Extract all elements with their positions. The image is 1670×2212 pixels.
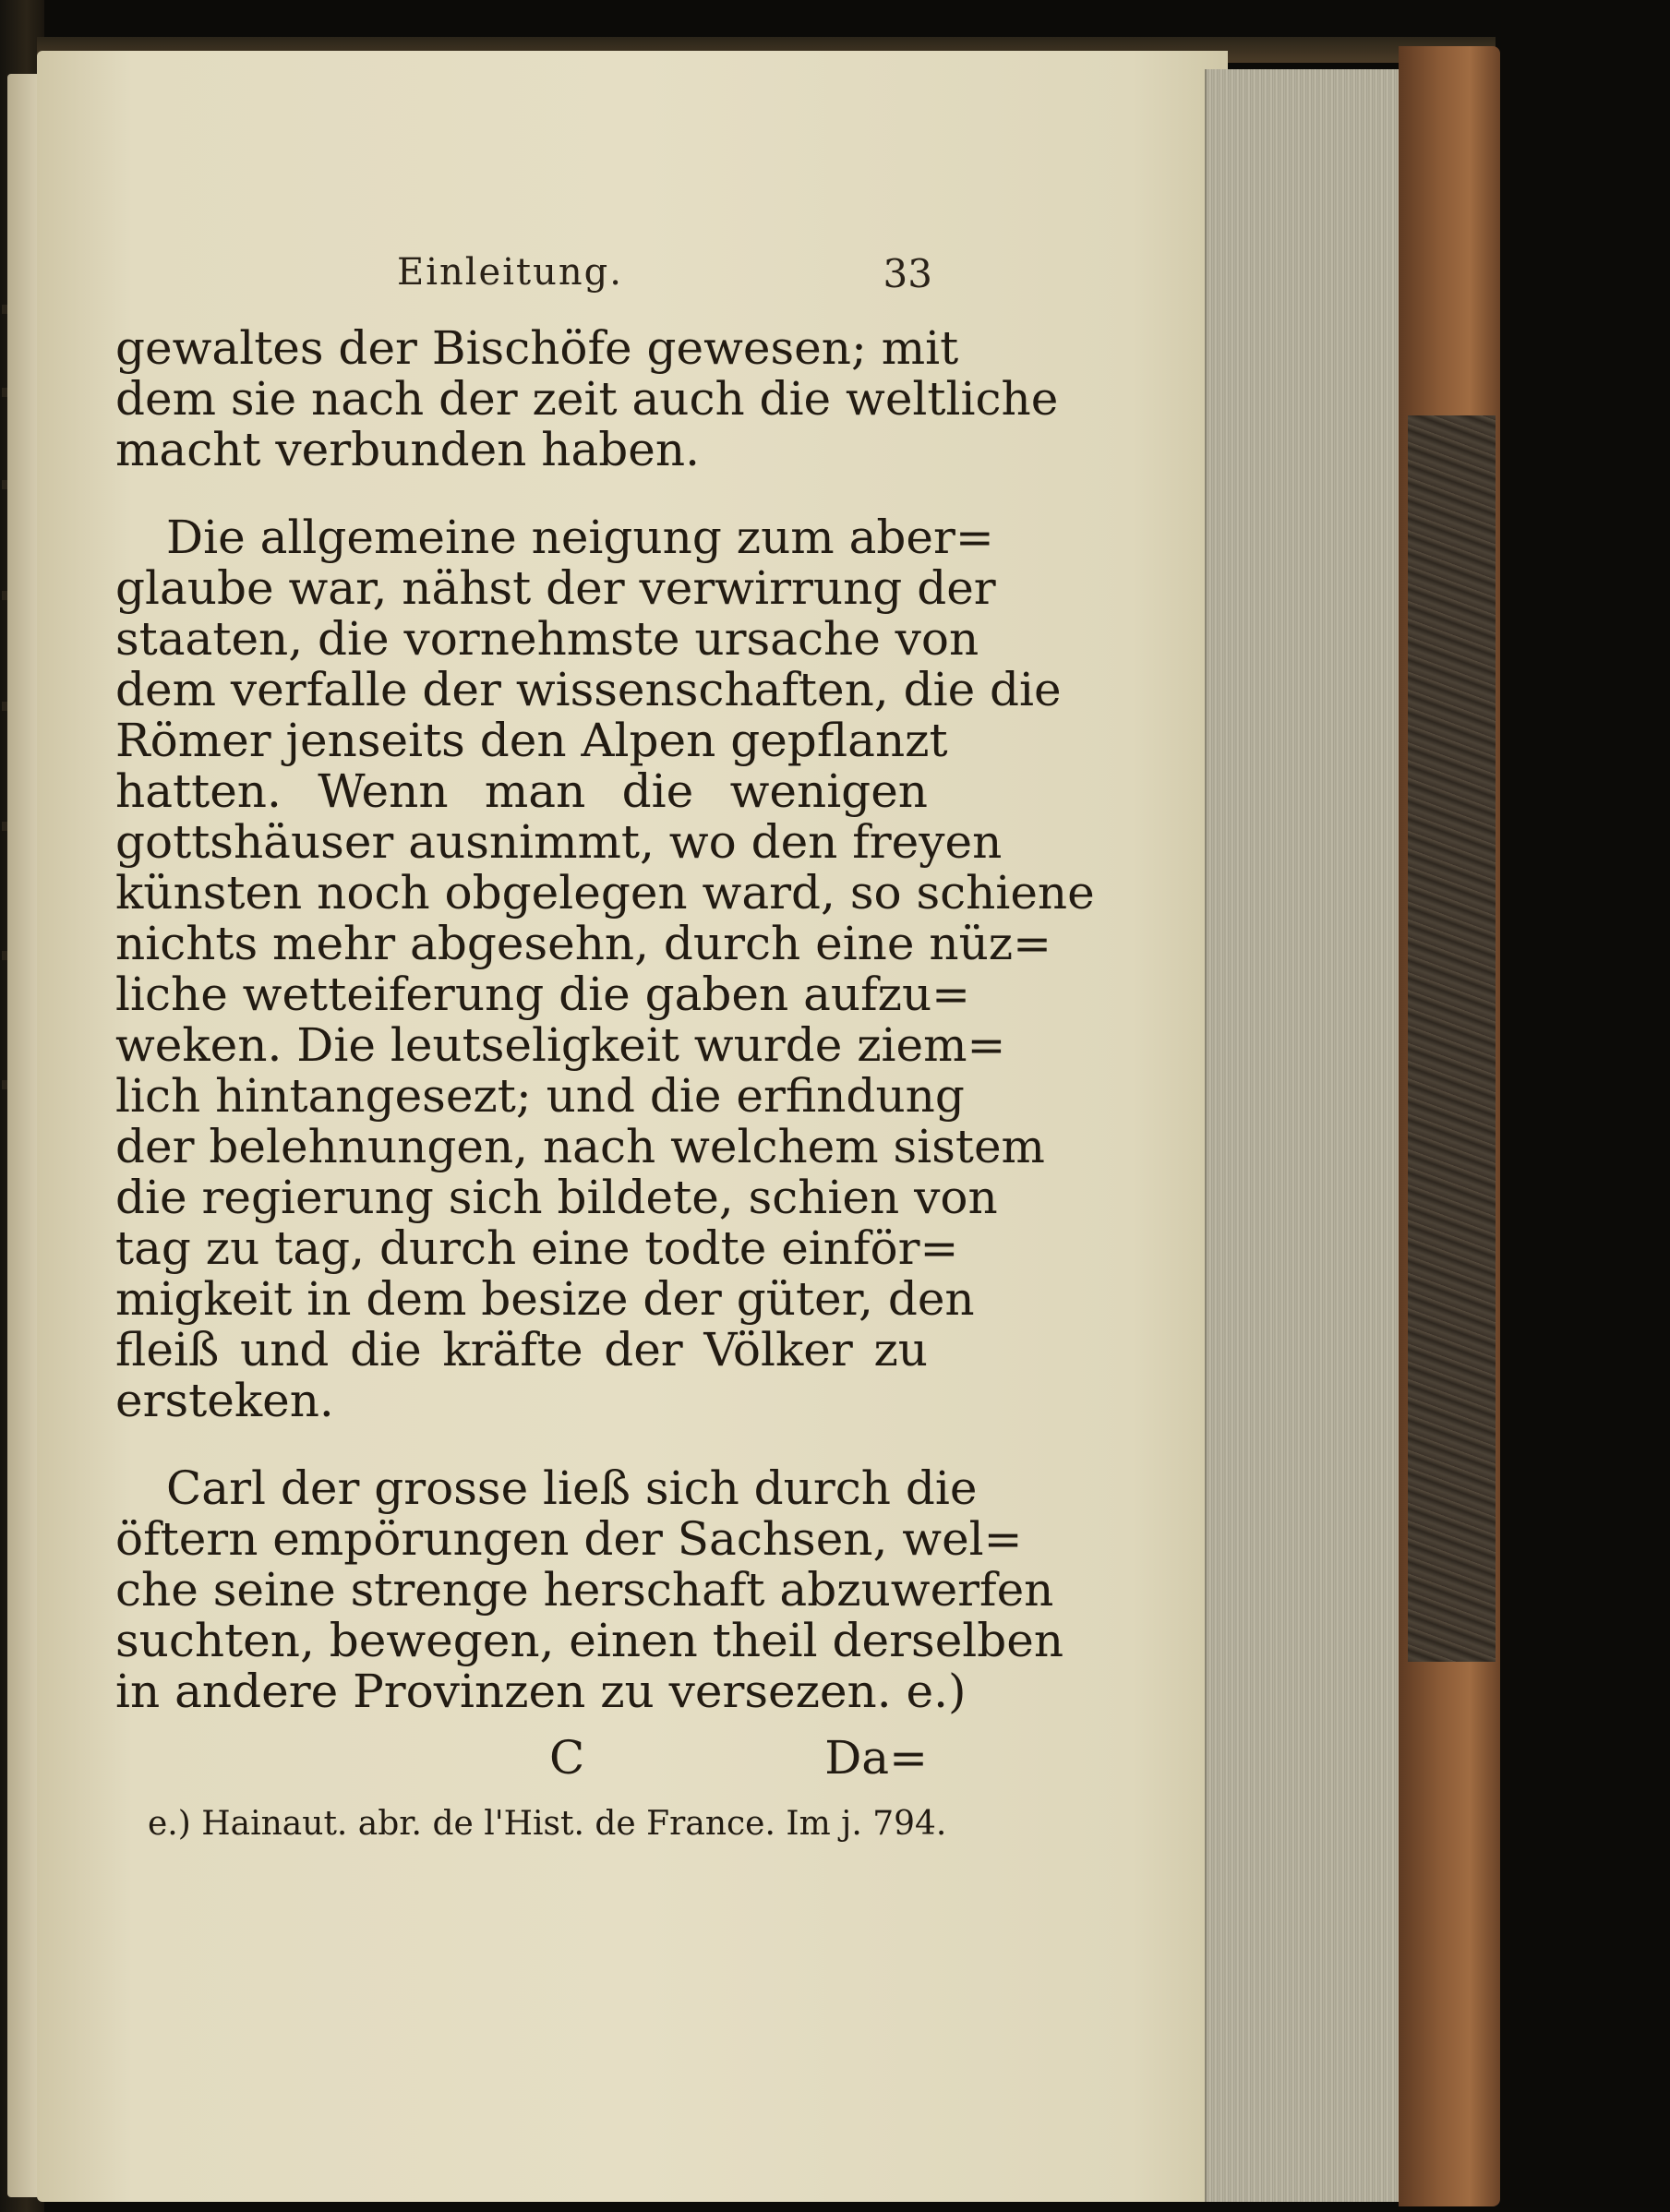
text-line: künsten noch obgelegen ward, so schiene <box>115 866 1095 920</box>
text-line: gewaltes der Bischöfe gewesen; mit <box>115 321 959 375</box>
text-line: nichts mehr abgesehn, durch eine nüz= <box>115 917 1052 970</box>
page-header <box>397 251 932 307</box>
gutter-marks <box>0 305 11 1228</box>
page-fore-edge <box>1205 69 1405 2202</box>
text-line: tag zu tag, durch eine todte einför= <box>115 1221 959 1275</box>
page-number: 33 <box>883 251 932 296</box>
text-line: liche wetteiferung die gaben aufzu= <box>115 968 971 1021</box>
text-line: fleiß und die kräfte der Völker zu <box>115 1323 928 1376</box>
footnote: e.) Hainaut. abr. de l'Hist. de France. Im j. 794. <box>148 1805 947 1843</box>
text-line: dem verfalle der wissenschaften, die die <box>115 663 1062 716</box>
text-line: lich hintangesezt; und die erfindung <box>115 1069 965 1123</box>
text-line: migkeit in dem besize der güter, den <box>115 1272 975 1326</box>
catchword-row <box>115 1731 928 1786</box>
text-line: che seine strenge herschaft abzuwerfen <box>115 1563 1054 1617</box>
text-line: macht verbunden haben. <box>115 423 700 476</box>
text-line: suchten, bewegen, einen theil derselben <box>115 1614 1064 1667</box>
text-line: Carl der grosse ließ sich durch die <box>166 1461 978 1515</box>
catchword: Da= <box>824 1731 928 1785</box>
text-line: gottshäuser ausnimmt, wo den freyen <box>115 815 1003 869</box>
text-line: dem sie nach der zeit auch die weltliche <box>115 372 1059 426</box>
body-text <box>115 321 1095 1718</box>
signature-mark: C <box>549 1731 585 1785</box>
text-line: staaten, die vornehmste ursache von <box>115 612 979 666</box>
text-line: hatten. Wenn man die wenigen <box>115 764 928 818</box>
text-line: Die allgemeine neigung zum aber= <box>166 511 994 564</box>
text-line: Römer jenseits den Alpen gepflanzt <box>115 714 948 767</box>
text-line: weken. Die leutseligkeit wurde ziem= <box>115 1018 1006 1072</box>
text-line: glaube war, nähst der verwirrung der <box>115 561 996 615</box>
text-line: öftern empörungen der Sachsen, wel= <box>115 1512 1023 1566</box>
text-line: der belehnungen, nach welchem sistem <box>115 1120 1045 1173</box>
marbled-cover-panel <box>1408 415 1496 1662</box>
text-line: ersteken. <box>115 1374 334 1427</box>
text-line: die regierung sich bildete, schien von <box>115 1171 998 1224</box>
text-line: in andere Provinzen zu versezen. e.) <box>115 1665 967 1718</box>
running-head: Einleitung. <box>397 251 623 294</box>
